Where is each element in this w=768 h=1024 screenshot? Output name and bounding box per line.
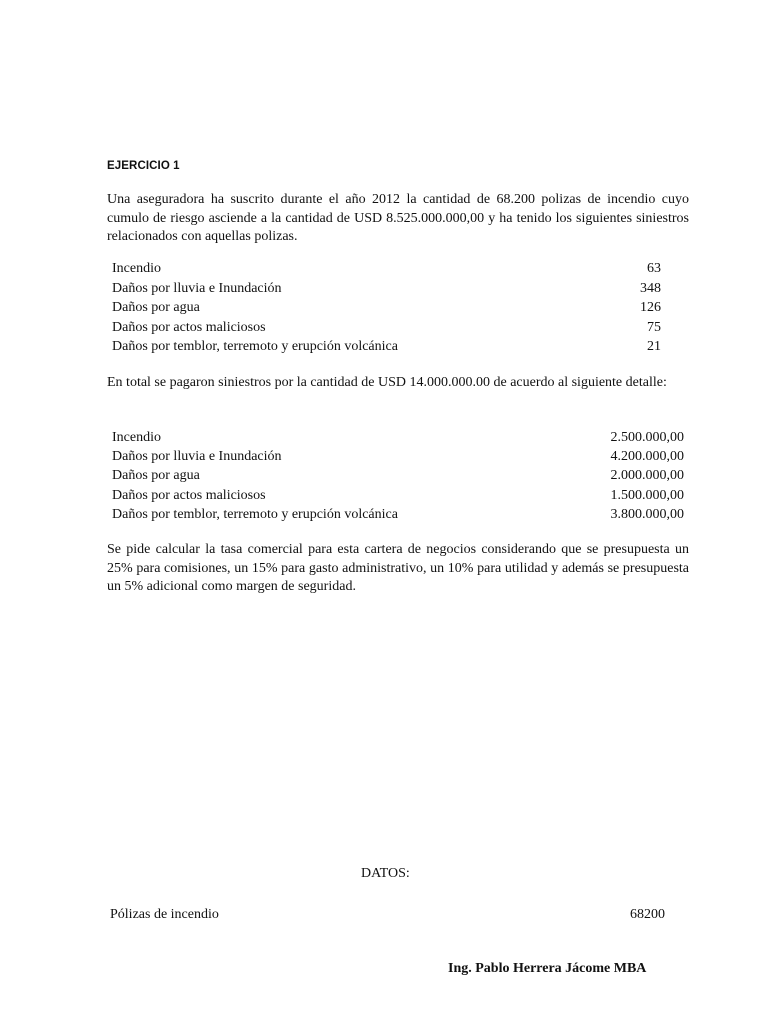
claim-label: Daños por temblor, terremoto y erupción volcánica — [112, 339, 398, 355]
exercise-heading: EJERCICIO 1 — [107, 160, 180, 172]
claim-label: Daños por temblor, terremoto y erupción volcánica — [112, 506, 398, 522]
claim-label: Daños por lluvia e Inundación — [112, 449, 282, 465]
total-paid-paragraph: En total se pagaron siniestros por la cantidad de USD 14.000.000.00 de acuerdo al siguiente detalle: — [107, 375, 667, 390]
claims-paid-row — [112, 486, 684, 505]
claim-amount: 4.200.000,00 — [610, 449, 684, 465]
intro-paragraph: Una aseguradora ha suscrito durante el año 2012 la cantidad de 68.200 polizas de incendio cuyo cumulo de riesgo asciende a la cantidad de USD 8.525.000.000,00 y ha tenido los siguientes siniestros relacionados con aquellas polizas. — [107, 192, 689, 244]
claim-amount: 2.500.000,00 — [610, 430, 684, 445]
claim-label: Daños por actos maliciosos — [112, 487, 266, 503]
claim-label: Daños por lluvia e Inundación — [112, 280, 282, 296]
claim-amount: 3.800.000,00 — [610, 506, 684, 522]
claim-count: 21 — [647, 339, 661, 355]
author-signature: Ing. Pablo Herrera Jácome MBA — [448, 961, 647, 976]
claim-count: 126 — [640, 300, 661, 316]
claims-count-row — [112, 259, 661, 279]
claim-label: Daños por agua — [112, 300, 200, 316]
claims-paid-row — [112, 505, 684, 524]
claim-count: 75 — [647, 319, 661, 335]
claim-label: Daños por actos maliciosos — [112, 319, 266, 335]
claims-count-row — [112, 298, 661, 318]
claims-paid-row — [112, 466, 684, 485]
claims-count-row — [112, 279, 661, 299]
claims-count-row — [112, 318, 661, 338]
claims-count-row — [112, 337, 661, 357]
datos-row — [110, 907, 665, 923]
claim-count: 348 — [640, 280, 661, 296]
claim-label: Incendio — [112, 430, 161, 445]
claim-count: 63 — [647, 261, 661, 276]
claims-count-table — [112, 259, 661, 357]
datos-label: Pólizas de incendio — [110, 907, 219, 922]
datos-value: 68200 — [630, 907, 665, 922]
claims-paid-row — [112, 428, 684, 447]
claim-label: Incendio — [112, 261, 161, 276]
request-paragraph: Se pide calcular la tasa comercial para esta cartera de negocios considerando que se presupuesta un 25% para comisiones, un 15% para gasto administrativo, un 10% para utilidad y además se presupuesta un 5% adicional como margen de seguridad. — [107, 542, 689, 594]
claims-paid-row — [112, 447, 684, 466]
claim-label: Daños por agua — [112, 468, 200, 484]
claims-paid-table — [112, 428, 684, 524]
datos-heading: DATOS: — [361, 866, 410, 881]
claim-amount: 1.500.000,00 — [610, 487, 684, 503]
claim-amount: 2.000.000,00 — [610, 468, 684, 484]
